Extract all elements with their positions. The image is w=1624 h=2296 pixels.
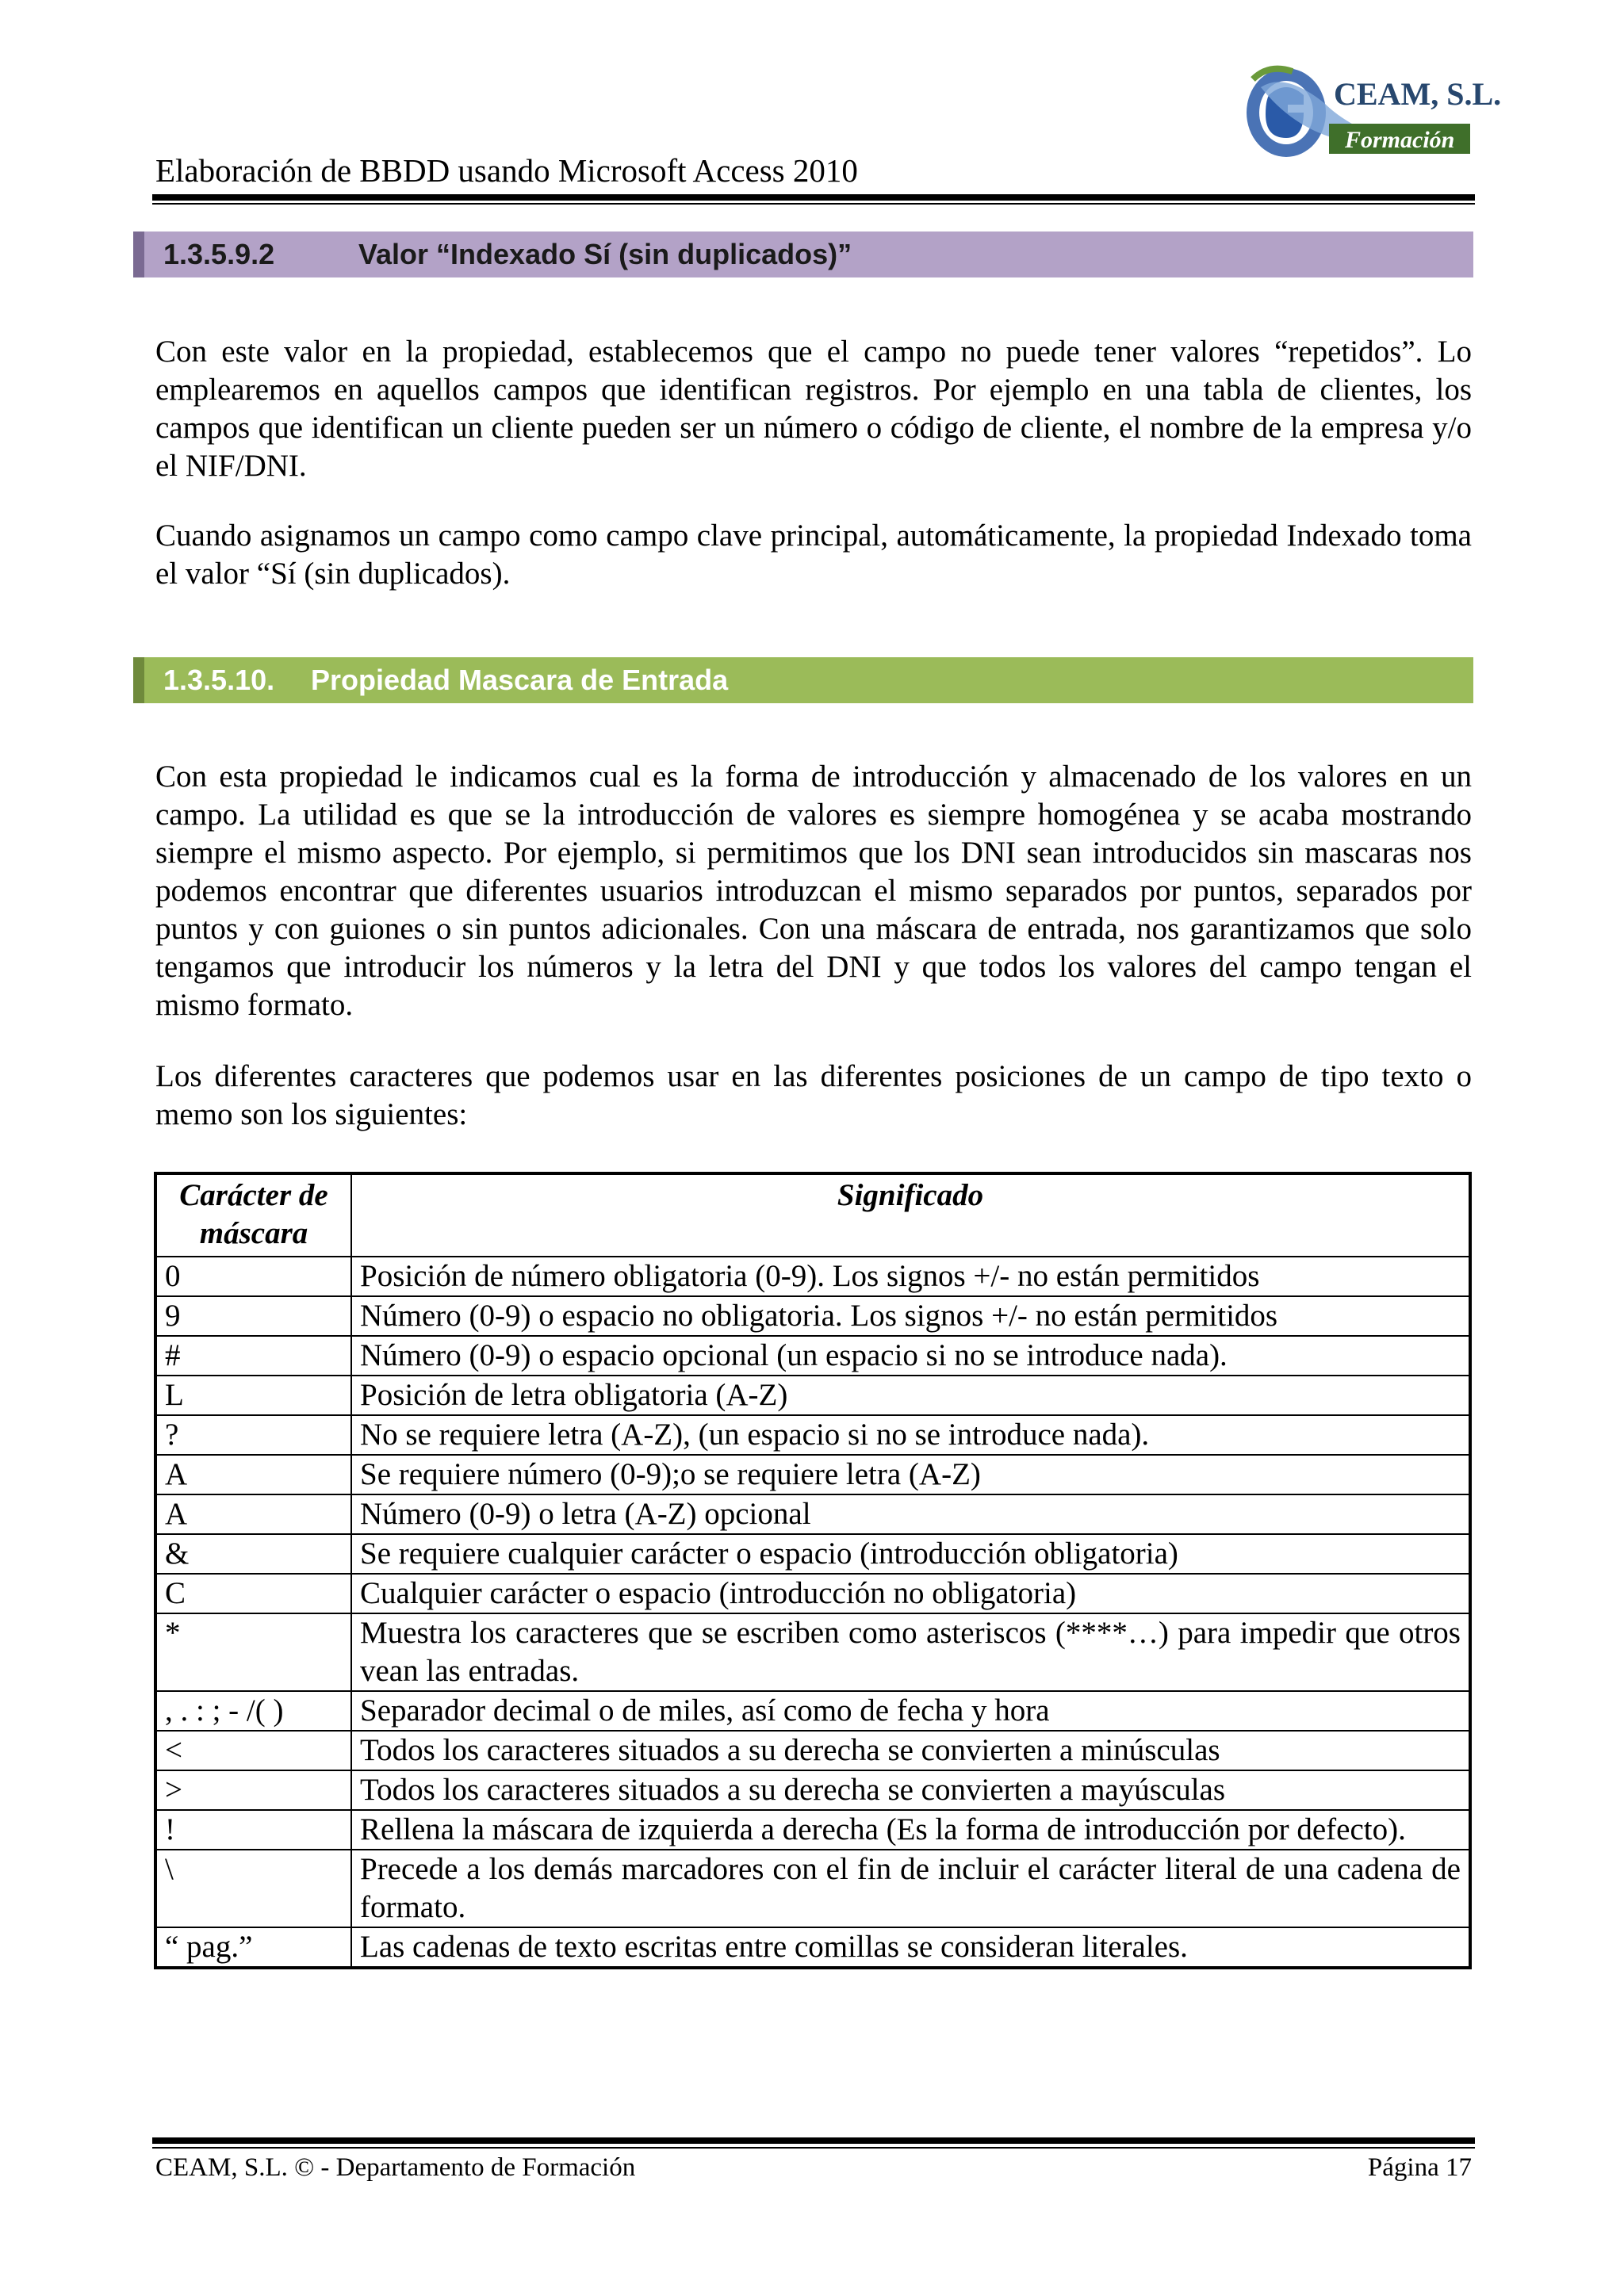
table-row: [155, 1376, 1470, 1415]
meaning-cell: Todos los caracteres situados a su derecha se convierten a minúsculas: [351, 1731, 1470, 1770]
table-row: [155, 1731, 1470, 1770]
table-row: [155, 1691, 1470, 1731]
mask-character-cell: *: [155, 1613, 351, 1691]
table-row: [155, 1455, 1470, 1494]
header-title: Elaboración de BBDD usando Microsoft Access 2010: [155, 152, 858, 189]
table-row: [155, 1574, 1470, 1613]
mask-character-cell: !: [155, 1810, 351, 1850]
mask-character-cell: 9: [155, 1296, 351, 1336]
footer-copyright: CEAM, S.L. © - Departamento de Formación: [155, 2153, 636, 2182]
table-row: [155, 1336, 1470, 1376]
header-rule-thin: [152, 203, 1475, 205]
svg-text:CEAM, S.L.: CEAM, S.L.: [1334, 76, 1502, 112]
meaning-cell: Posición de número obligatoria (0-9). Los signos +/- no están permitidos: [351, 1257, 1470, 1296]
meaning-cell: Separador decimal o de miles, así como de fecha y hora: [351, 1691, 1470, 1731]
meaning-cell: Cualquier carácter o espacio (introducción no obligatoria): [351, 1574, 1470, 1613]
meaning-cell: Rellena la máscara de izquierda a derecha (Es la forma de introducción por defecto).: [351, 1810, 1470, 1850]
table-header-row: [155, 1173, 1470, 1257]
svg-text:Formación: Formación: [1345, 127, 1455, 153]
meaning-cell: Se requiere cualquier carácter o espacio (introducción obligatoria): [351, 1534, 1470, 1574]
table-row: [155, 1850, 1470, 1927]
meaning-cell: Las cadenas de texto escritas entre comillas se consideran literales.: [351, 1927, 1470, 1968]
mask-character-cell: #: [155, 1336, 351, 1376]
mask-character-cell: \: [155, 1850, 351, 1927]
mask-character-cell: C: [155, 1574, 351, 1613]
mask-character-cell: , . : ; - /( ): [155, 1691, 351, 1731]
mask-character-cell: A: [155, 1455, 351, 1494]
page-number: Página 17: [1367, 2153, 1472, 2182]
meaning-cell: No se requiere letra (A-Z), (un espacio si no se introduce nada).: [351, 1415, 1470, 1455]
header-rule: [152, 194, 1475, 201]
table-row: [155, 1810, 1470, 1850]
column-header-character: Carácter de máscara: [155, 1173, 351, 1257]
table-row: [155, 1296, 1470, 1336]
mask-character-cell: &: [155, 1534, 351, 1574]
mask-characters-table: [154, 1172, 1472, 1969]
paragraph: Con esta propiedad le indicamos cual es la forma de introducción y almacenado de los valores en un campo. La utilidad es que se la introducción de valores es siempre homogénea y se acaba mostrando siempre el mismo aspecto. Por ejemplo, si permitimos que los DNI sean introducidos sin mascaras nos podemos encontrar que diferentes usuarios introduzcan el mismo separados por puntos, separados por puntos y con guiones o sin puntos adicionales. Con una máscara de entrada, nos garantizamos que solo tengamos que introducir los números y la letra del DNI y que todos los valores del campo tengan el mismo formato.: [155, 760, 1472, 1022]
table-row: [155, 1534, 1470, 1574]
mask-character-cell: ?: [155, 1415, 351, 1455]
meaning-cell: Se requiere número (0-9);o se requiere letra (A-Z): [351, 1455, 1470, 1494]
meaning-cell: Muestra los caracteres que se escriben como asteriscos (****…) para impedir que otros vean las entradas.: [351, 1613, 1470, 1691]
table-row: [155, 1415, 1470, 1455]
meaning-cell: Precede a los demás marcadores con el fin de incluir el carácter literal de una cadena de formato.: [351, 1850, 1470, 1927]
mask-character-cell: >: [155, 1770, 351, 1810]
section-title: Propiedad Mascara de Entrada: [311, 664, 729, 696]
mask-character-cell: <: [155, 1731, 351, 1770]
mask-character-cell: A: [155, 1494, 351, 1534]
table-row: [155, 1494, 1470, 1534]
paragraph: Los diferentes caracteres que podemos usar en las diferentes posiciones de un campo de tipo texto o memo son los siguientes:: [155, 1059, 1472, 1131]
footer-rule: [152, 2137, 1475, 2144]
footer-rule-thin: [152, 2147, 1475, 2149]
section-title: Valor “Indexado Sí (sin duplicados)”: [358, 238, 852, 270]
meaning-cell: Número (0-9) o espacio opcional (un espacio si no se introduce nada).: [351, 1336, 1470, 1376]
ceam-logo-icon: [1237, 55, 1502, 174]
section-heading-mascara: [133, 657, 1473, 703]
paragraph: Cuando asignamos un campo como campo clave principal, automáticamente, la propiedad Indexado toma el valor “Sí (sin duplicados).: [155, 519, 1472, 591]
section-number: 1.3.5.10.: [163, 664, 275, 696]
table-row: [155, 1613, 1470, 1691]
meaning-cell: Todos los caracteres situados a su derecha se convierten a mayúsculas: [351, 1770, 1470, 1810]
table-row: [155, 1927, 1470, 1968]
table-row: [155, 1257, 1470, 1296]
paragraph: Con este valor en la propiedad, establecemos que el campo no puede tener valores “repetidos”. Lo emplearemos en aquellos campos que identifican registros. Por ejemplo en una tabla de clientes, los campos que identifican un cliente pueden ser un número o código de cliente, el nombre de la empresa y/o el NIF/DNI.: [155, 335, 1472, 483]
column-header-meaning: Significado: [351, 1173, 1470, 1257]
table-row: [155, 1770, 1470, 1810]
section-number: 1.3.5.9.2: [163, 238, 275, 270]
meaning-cell: Número (0-9) o letra (A-Z) opcional: [351, 1494, 1470, 1534]
mask-character-cell: 0: [155, 1257, 351, 1296]
meaning-cell: Número (0-9) o espacio no obligatoria. Los signos +/- no están permitidos: [351, 1296, 1470, 1336]
mask-character-cell: L: [155, 1376, 351, 1415]
meaning-cell: Posición de letra obligatoria (A-Z): [351, 1376, 1470, 1415]
mask-character-cell: “ pag.”: [155, 1927, 351, 1968]
section-heading-indexado: [133, 232, 1473, 277]
